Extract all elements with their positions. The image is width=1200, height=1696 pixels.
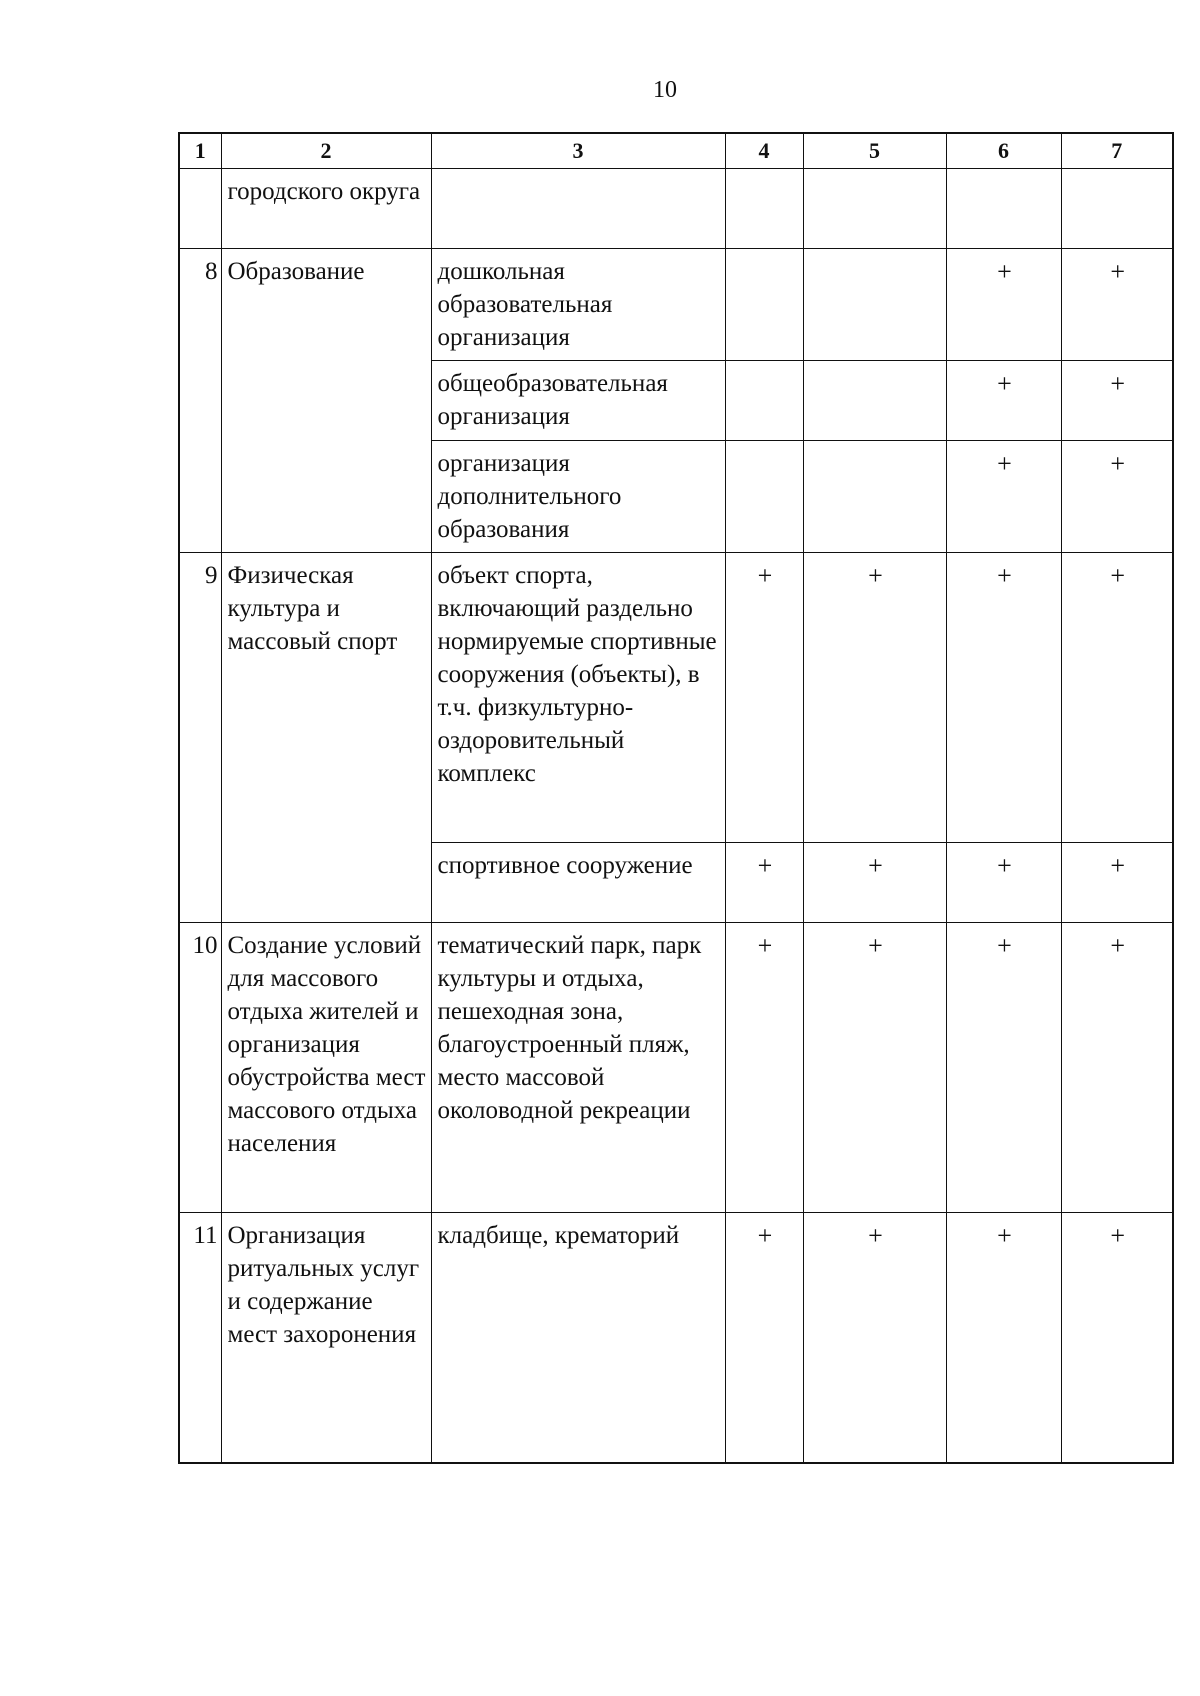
column-header-1: 1 xyxy=(179,133,221,169)
row-number: 11 xyxy=(179,1213,221,1463)
mark-col-7: + xyxy=(1061,923,1173,1213)
mark-col-6: + xyxy=(946,249,1061,361)
column-header-2: 2 xyxy=(221,133,431,169)
mark-col-4 xyxy=(725,361,803,441)
facility-type: тематический парк, парк культуры и отдыха, пешеходная зона, благоустроенный пляж, место массовой околоводной рекреации xyxy=(431,923,725,1213)
column-header-6: 6 xyxy=(946,133,1061,169)
mark-col-4: + xyxy=(725,843,803,923)
facility-type: объект спорта, включающий раздельно нормируемые спортивные сооружения (объекты), в т.ч. физкультурно-оздоровительный комплекс xyxy=(431,553,725,843)
mark-col-7: + xyxy=(1061,249,1173,361)
service-area: Создание условий для массового отдыха жителей и организация обустройства мест массового отдыха населения xyxy=(221,923,431,1213)
mark-col-7: + xyxy=(1061,441,1173,553)
header-row xyxy=(179,133,1173,169)
mark-col-4 xyxy=(725,441,803,553)
mark-col-4: + xyxy=(725,1213,803,1463)
mark-col-5 xyxy=(803,441,946,553)
mark-col-4: + xyxy=(725,553,803,843)
column-header-4: 4 xyxy=(725,133,803,169)
mark-col-6: + xyxy=(946,923,1061,1213)
mark-col-5: + xyxy=(803,843,946,923)
mark-col-6: + xyxy=(946,843,1061,923)
mark-col-5: + xyxy=(803,1213,946,1463)
mark-col-6: + xyxy=(946,1213,1061,1463)
mark-col-6: + xyxy=(946,361,1061,441)
facility-type: кладбище, крематорий xyxy=(431,1213,725,1463)
mark-col-5 xyxy=(803,249,946,361)
row-number: 8 xyxy=(179,249,221,553)
mark-col-4: + xyxy=(725,923,803,1213)
services-table xyxy=(178,132,1174,1464)
table-row xyxy=(179,1213,1173,1463)
mark-col-7: + xyxy=(1061,843,1173,923)
row-number xyxy=(179,169,221,249)
facility-type: организация дополнительного образования xyxy=(431,441,725,553)
table-row xyxy=(179,169,1173,249)
column-header-5: 5 xyxy=(803,133,946,169)
service-area: городского округа xyxy=(221,169,431,249)
facility-type: спортивное сооружение xyxy=(431,843,725,923)
service-area: Физическая культура и массовый спорт xyxy=(221,553,431,923)
table-row xyxy=(179,923,1173,1213)
column-header-3: 3 xyxy=(431,133,725,169)
facility-type: общеобразовательная организация xyxy=(431,361,725,441)
facility-type xyxy=(431,169,725,249)
table-row xyxy=(179,249,1173,361)
row-number: 10 xyxy=(179,923,221,1213)
mark-col-7: + xyxy=(1061,361,1173,441)
mark-col-6: + xyxy=(946,441,1061,553)
column-header-7: 7 xyxy=(1061,133,1173,169)
mark-col-4 xyxy=(725,249,803,361)
service-area: Образование xyxy=(221,249,431,553)
mark-col-6: + xyxy=(946,553,1061,843)
page-number: 10 xyxy=(653,77,677,103)
mark-col-6 xyxy=(946,169,1061,249)
mark-col-5 xyxy=(803,361,946,441)
mark-col-7 xyxy=(1061,169,1173,249)
facility-type: дошкольная образовательная организация xyxy=(431,249,725,361)
mark-col-5: + xyxy=(803,553,946,843)
table-row xyxy=(179,553,1173,843)
mark-col-7: + xyxy=(1061,553,1173,843)
mark-col-4 xyxy=(725,169,803,249)
row-number: 9 xyxy=(179,553,221,923)
service-area: Организация ритуальных услуг и содержание мест захоронения xyxy=(221,1213,431,1463)
mark-col-7: + xyxy=(1061,1213,1173,1463)
mark-col-5 xyxy=(803,169,946,249)
mark-col-5: + xyxy=(803,923,946,1213)
